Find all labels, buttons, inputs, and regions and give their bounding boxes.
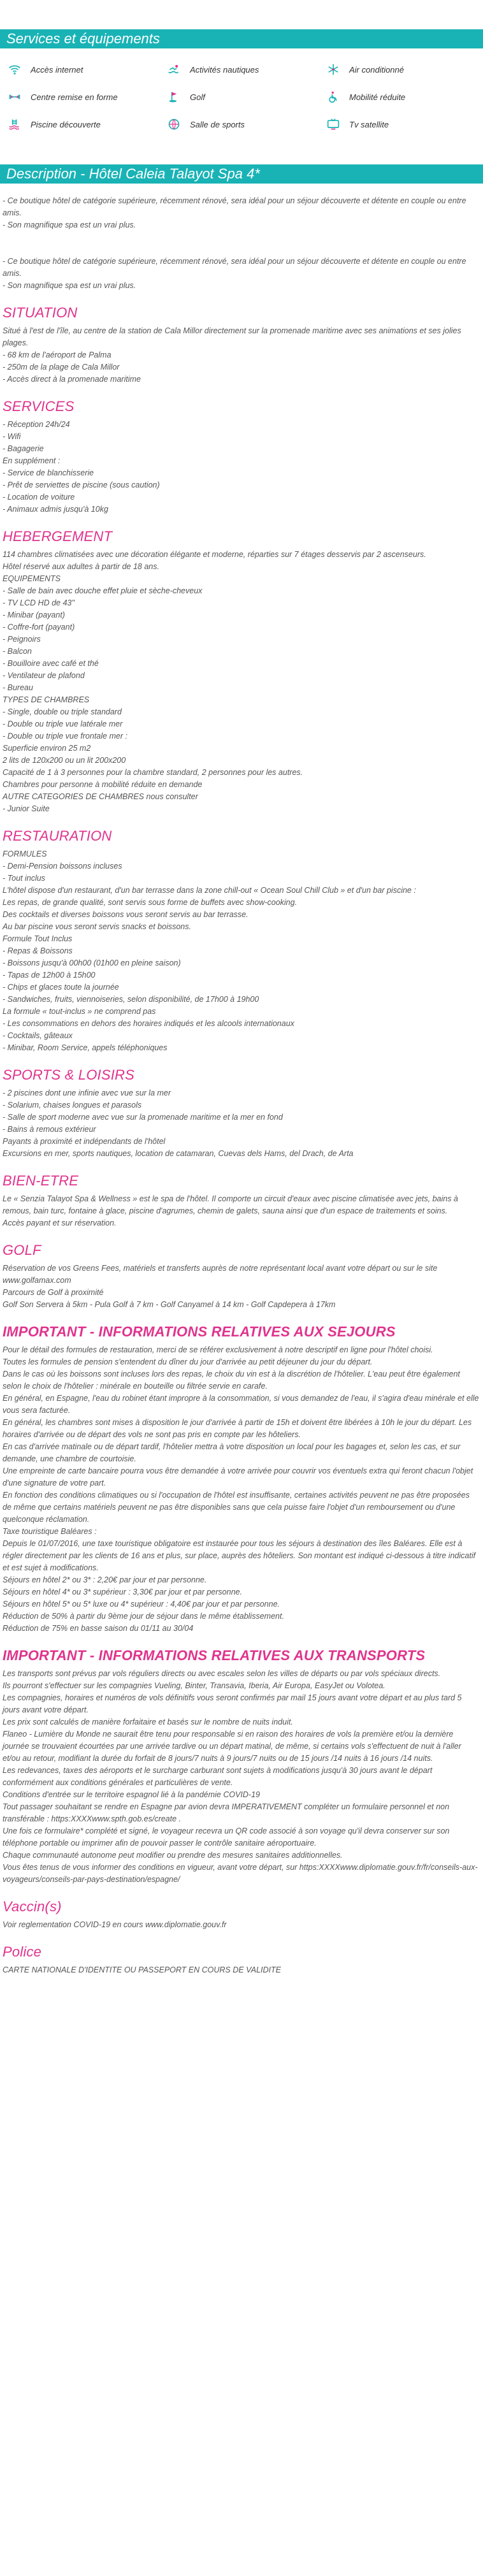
- section-line: Séjours en hôtel 2* ou 3* : 2,20€ par jour et par personne.: [3, 1575, 207, 1584]
- section-line: - Boissons jusqu'à 00h00 (01h00 en pleine saison): [3, 959, 181, 967]
- section-line: Réservation de vos Greens Fees, matériels et transferts auprès de notre représentant local avant votre départ ou sur le site www.golfamax.com: [3, 1264, 440, 1285]
- section-line: Vous êtes tenus de vous informer des conditions en vigueur, avant votre départ, sur https:XXXXwww.diplomatie.gouv.fr/fr/conseils-aux-voyageurs/conseils-par-pays-destination/espagne/: [3, 1863, 478, 1884]
- section-line: - Sandwiches, fruits, viennoiseries, selon disponibilité, de 17h00 à 19h00: [3, 995, 259, 1004]
- section-line: - Wifi: [3, 432, 21, 441]
- section-line: Les compagnies, horaires et numéros de vols définitifs vous seront confirmés par mail 15 jours avant votre départ et au plus tard 5 jours avant votre départ.: [3, 1693, 464, 1714]
- section-line: AUTRE CATEGORIES DE CHAMBRES nous consulter: [3, 792, 198, 801]
- snowflake-icon: [326, 62, 340, 76]
- section-heading: Vaccin(s): [3, 1899, 62, 1914]
- section-line: - Animaux admis jusqu'à 10kg: [3, 505, 108, 514]
- section-line: Superficie environ 25 m2: [3, 744, 91, 753]
- section-line: - Chips et glaces toute la journée: [3, 983, 119, 992]
- section-line: - Cocktails, gâteaux: [3, 1031, 73, 1040]
- section-line: - Tapas de 12h00 à 15h00: [3, 971, 96, 980]
- service-item: [167, 62, 326, 76]
- section-line: Les prix sont calculés de manière forfaitaire et basés sur le nombre de nuits induit.: [3, 1718, 293, 1726]
- section-line: - 2 piscines dont une infinie avec vue sur la mer: [3, 1089, 171, 1097]
- service-label: Air conditionné: [349, 64, 404, 75]
- service-item: [326, 90, 483, 104]
- sections-container: [3, 305, 480, 1976]
- section-line: - Minibar, Room Service, appels téléphoniques: [3, 1043, 168, 1052]
- golf-icon: [167, 90, 181, 104]
- section-line: - TV LCD HD de 43": [3, 598, 75, 607]
- description-para2-line1: - Ce boutique hôtel de catégorie supérieure, récemment rénové, sera idéal pour un séjour découverte et détente en couple ou entre amis.: [3, 257, 466, 278]
- section-line: - Balcon: [3, 647, 32, 656]
- section-line: En fonction des conditions climatiques ou si l'occupation de l'hôtel est insuffisante, certaines activités peuvent ne pas être proposées de même que certains matériels peuvent ne pas être disponibles sans que cela puisse faire l'objet d'un remboursement ou d'une quelconque réclamation.: [3, 1491, 472, 1524]
- section-line: Golf Son Servera à 5km - Pula Golf à 7 km - Golf Canyamel à 14 km - Golf Capdepera à 17km: [3, 1300, 336, 1309]
- section-heading: RESTAURATION: [3, 828, 112, 844]
- section-line: - Coffre-fort (payant): [3, 623, 75, 632]
- section-line: - Repas & Boissons: [3, 946, 73, 955]
- section-line: TYPES DE CHAMBRES: [3, 695, 90, 704]
- section-line: Capacité de 1 à 3 personnes pour la chambre standard, 2 personnes pour les autres.: [3, 768, 303, 777]
- section-line: - Junior Suite: [3, 804, 50, 813]
- section-line: Conditions d'entrée sur le territoire espagnol lié à la pandémie COVID-19: [3, 1790, 260, 1799]
- section-line: - Bouilloire avec café et thé: [3, 659, 99, 668]
- section-line: Au bar piscine vous seront servis snacks et boissons.: [3, 922, 191, 931]
- sports-icon: [167, 117, 181, 131]
- section-line: - Minibar (payant): [3, 611, 65, 619]
- service-item: [326, 62, 483, 76]
- section-line: Chambres pour personne à mobilité réduite en demande: [3, 780, 203, 789]
- section-line: - Service de blanchisserie: [3, 468, 94, 477]
- service-label: Golf: [190, 92, 205, 102]
- section-line: - Demi-Pension boissons incluses: [3, 862, 122, 871]
- section-line: Des cocktails et diverses boissons vous seront servis au bar terrasse.: [3, 910, 249, 919]
- section-line: Dans le cas où les boissons sont incluses lors des repas, le choix du vin est à la discrétion de l'hôtelier. L'eau peut être également selon le choix de l'hôtelier : minérale en bouteille ou filtrée servie en carafe.: [3, 1370, 463, 1391]
- section-line: - Salle de sport moderne avec vue sur la promenade maritime et la mer en fond: [3, 1113, 283, 1122]
- section-heading: IMPORTANT - INFORMATIONS RELATIVES AUX TRANSPORTS: [3, 1647, 426, 1663]
- section-heading: GOLF: [3, 1242, 41, 1258]
- section-line: - Bains à remous extérieur: [3, 1125, 96, 1134]
- section-line: - Solarium, chaises longues et parasols: [3, 1101, 142, 1110]
- section-heading: Police: [3, 1944, 42, 1960]
- swimmer-icon: [167, 62, 181, 76]
- tv-icon: [326, 117, 340, 131]
- section-heading: SPORTS & LOISIRS: [3, 1067, 134, 1083]
- section-line: Pour le détail des formules de restauration, merci de se référer exclusivement à notre descriptif en ligne pour l'hôtel choisi.: [3, 1345, 433, 1354]
- section-line: - Prêt de serviettes de piscine (sous caution): [3, 481, 160, 489]
- description-para1-line1: - Ce boutique hôtel de catégorie supérieure, récemment rénové, sera idéal pour un séjour découverte et détente en couple ou entre amis.: [3, 196, 466, 217]
- section-heading: BIEN-ETRE: [3, 1173, 79, 1189]
- service-label: Centre remise en forme: [31, 92, 118, 102]
- section-line: - Bureau: [3, 683, 33, 692]
- section-line: - Location de voiture: [3, 493, 75, 502]
- service-item: [326, 117, 483, 131]
- section-line: En supplément :: [3, 456, 61, 465]
- section-line: L'hôtel dispose d'un restaurant, d'un bar terrasse dans la zone chill-out « Ocean Soul Chill Club » et d'un bar piscine :: [3, 886, 416, 895]
- services-banner: Services et équipements: [0, 29, 483, 48]
- section-line: Depuis le 01/07/2016, une taxe touristique obligatoire est instaurée pour tous les séjours à destination des îles Baléares. Elle est à régler directement par les clients de 16 ans et plus, sur place, auprès des hôteliers. Son montant est indiqué ci-dessous à titre indicatif et est sujet à modifications.: [3, 1539, 478, 1572]
- section-line: Les transports sont prévus par vols réguliers directs ou avec escales selon les villes de départs ou par vols spéciaux directs.: [3, 1669, 441, 1678]
- wheelchair-icon: [326, 90, 340, 104]
- section-line: Taxe touristique Baléares :: [3, 1527, 97, 1536]
- section-line: EQUIPEMENTS: [3, 574, 61, 583]
- service-item: [167, 90, 326, 104]
- section-line: - 250m de la plage de Cala Millor: [3, 363, 120, 372]
- service-label: Salle de sports: [190, 119, 245, 129]
- section-line: - 68 km de l'aéroport de Palma: [3, 351, 112, 359]
- section-line: En cas d'arrivée matinale ou de départ tardif, l'hôtelier mettra à votre disposition un local pour les bagages et, selon les cas, et sur demande, une chambre de courtoisie.: [3, 1442, 463, 1463]
- section-line: CARTE NATIONALE D'IDENTITE OU PASSEPORT EN COURS DE VALIDITE: [3, 1965, 281, 1974]
- section-line: - Les consommations en dehors des horaires indiqués et les alcools internationaux: [3, 1019, 294, 1028]
- section-line: - Double ou triple vue latérale mer: [3, 720, 123, 728]
- section-line: En général, les chambres sont mises à disposition le jour d'arrivée à partir de 15h et doivent être libérées à 10h le jour du départ. Les horaires d'arrivée ou de départ des vols ne sont pas pris en compte par les hôteliers.: [3, 1418, 474, 1439]
- section-line: 2 lits de 120x200 ou un lit 200x200: [3, 756, 126, 765]
- section-line: - Salle de bain avec douche effet pluie et sèche-cheveux: [3, 586, 203, 595]
- section-line: Formule Tout Inclus: [3, 934, 73, 943]
- section-line: Toutes les formules de pension s'entendent du dîner du jour d'arrivée au petit déjeuner du jour du départ.: [3, 1357, 373, 1366]
- section-line: Excursions en mer, sports nautiques, location de catamaran, Cuevas dels Hams, del Drach, de Arta: [3, 1149, 354, 1158]
- section-heading: IMPORTANT - INFORMATIONS RELATIVES AUX SEJOURS: [3, 1324, 396, 1340]
- section-line: - Single, double ou triple standard: [3, 707, 122, 716]
- section-heading: SERVICES: [3, 398, 75, 414]
- service-label: Tv satellite: [349, 119, 389, 129]
- section-line: Le « Senzia Talayot Spa & Wellness » est le spa de l'hôtel. Il comporte un circuit d'eaux avec piscine climatisée avec jets, bains à remous, bain turc, fontaine à glace, piscine d'agrumes, chemin de galets, sauna ainsi que d'un espace de traitements et soins.: [3, 1194, 461, 1215]
- section-line: Ils pourront s'effectuer sur les compagnies Vueling, Binter, Transavia, Iberia, Air Europa, EasyJet ou Volotea.: [3, 1681, 386, 1690]
- section-line: Payants à proximité et indépendants de l'hôtel: [3, 1137, 166, 1146]
- section-line: - Accès direct à la promenade maritime: [3, 375, 141, 384]
- section-line: Une fois ce formulaire* complété et signé, le voyageur recevra un QR code associé à son voyage qu'il devra conserver sur son téléphone portable ou imprimer afin de pouvoir passer le contrôle sanitaire aéroportuaire.: [3, 1827, 452, 1848]
- pool-icon: [8, 117, 22, 131]
- section-line: Tout passager souhaitant se rendre en Espagne par avion devra IMPERATIVEMENT compléter un formulaire personnel et non transférable : https:XXXXwww.spth.gob.es/create .: [3, 1802, 452, 1823]
- description-content: [0, 184, 483, 1976]
- section-line: Situé à l'est de l'île, au centre de la station de Cala Millor directement sur la promenade maritime avec ses animations et ses jolies plages.: [3, 326, 464, 347]
- description-banner: Description - Hôtel Caleia Talayot Spa 4*: [0, 164, 483, 184]
- description-para1-line2: - Son magnifique spa est un vrai plus.: [3, 221, 136, 229]
- section-line: Les repas, de grande qualité, sont servis sous forme de buffets avec show-cooking.: [3, 898, 298, 907]
- service-item: [8, 117, 167, 131]
- service-label: Piscine découverte: [31, 119, 101, 129]
- service-label: Accès internet: [31, 64, 83, 75]
- section-line: Les redevances, taxes des aéroports et le surcharge carburant sont sujets à modifications jusqu'à 30 jours avant le départ conformément aux conditions générales et particulières de vente.: [3, 1766, 435, 1787]
- section-line: Accès payant et sur réservation.: [3, 1219, 117, 1227]
- service-label: Activités nautiques: [190, 64, 259, 75]
- section-line: Voir reglementation COVID-19 en cours www.diplomatie.gouv.fr: [3, 1920, 227, 1929]
- section-line: Séjours en hôtel 5* ou 5* luxe ou 4* supérieur : 4,40€ par jour et par personne.: [3, 1600, 280, 1609]
- section-line: - Double ou triple vue frontale mer :: [3, 732, 127, 741]
- dumbbell-icon: [8, 90, 22, 104]
- service-item: [8, 90, 167, 104]
- section-line: Réduction de 50% à partir du 9ème jour de séjour dans le même établissement.: [3, 1612, 284, 1621]
- services-grid: [0, 48, 483, 131]
- section-line: 114 chambres climatisées avec une décoration élégante et moderne, réparties sur 7 étages desservis par 2 ascenseurs.: [3, 550, 426, 559]
- section-line: La formule « tout-inclus » ne comprend pas: [3, 1007, 156, 1016]
- section-line: Flaneo - Lumière du Monde ne saurait être tenu pour responsable si en raison des horaires de vols la première et/ou la dernière journée se trouvaient écourtées par une arrivée tardive ou un départ matinal, de même, si certains vols s'effectuent de nuit à l'aller et/ou au retour, modifiant la durée du forfait de 8 jours/7 nuits à 9 jours/7 nuits ou de 15 jours /14 nuits à 16 jours /14 nuits.: [3, 1730, 464, 1763]
- service-item: [8, 62, 167, 76]
- section-line: Hôtel réservé aux adultes à partir de 18 ans.: [3, 562, 159, 571]
- section-line: En général, en Espagne, l'eau du robinet étant impropre à la consommation, si vous demandez de l'eau, il s'agira d'eau minérale et elle vous sera facturée.: [3, 1394, 481, 1415]
- section-line: - Réception 24h/24: [3, 420, 70, 429]
- service-label: Mobilité réduite: [349, 92, 406, 102]
- section-line: Une empreinte de carte bancaire pourra vous être demandée à votre arrivée pour couvrir vos éventuels extra qui feront chacun l'objet d'une signature de votre part.: [3, 1466, 475, 1487]
- section-line: - Peignoirs: [3, 635, 41, 644]
- section-line: Parcours de Golf à proximité: [3, 1288, 104, 1297]
- section-heading: SITUATION: [3, 305, 78, 321]
- section-heading: HEBERGEMENT: [3, 528, 113, 544]
- section-line: Chaque communauté autonome peut modifier ou prendre des mesures sanitaires additionnelles.: [3, 1851, 343, 1860]
- description-para2-line2: - Son magnifique spa est un vrai plus.: [3, 281, 136, 290]
- wifi-icon: [8, 62, 22, 76]
- section-line: Séjours en hôtel 4* ou 3* supérieur : 3,30€ par jour et par personne.: [3, 1588, 242, 1596]
- section-line: - Ventilateur de plafond: [3, 671, 85, 680]
- section-line: FORMULES: [3, 850, 47, 858]
- section-line: - Bagagerie: [3, 444, 44, 453]
- section-line: - Tout inclus: [3, 874, 45, 883]
- service-item: [167, 117, 326, 131]
- section-line: Réduction de 75% en basse saison du 01/11 au 30/04: [3, 1624, 194, 1633]
